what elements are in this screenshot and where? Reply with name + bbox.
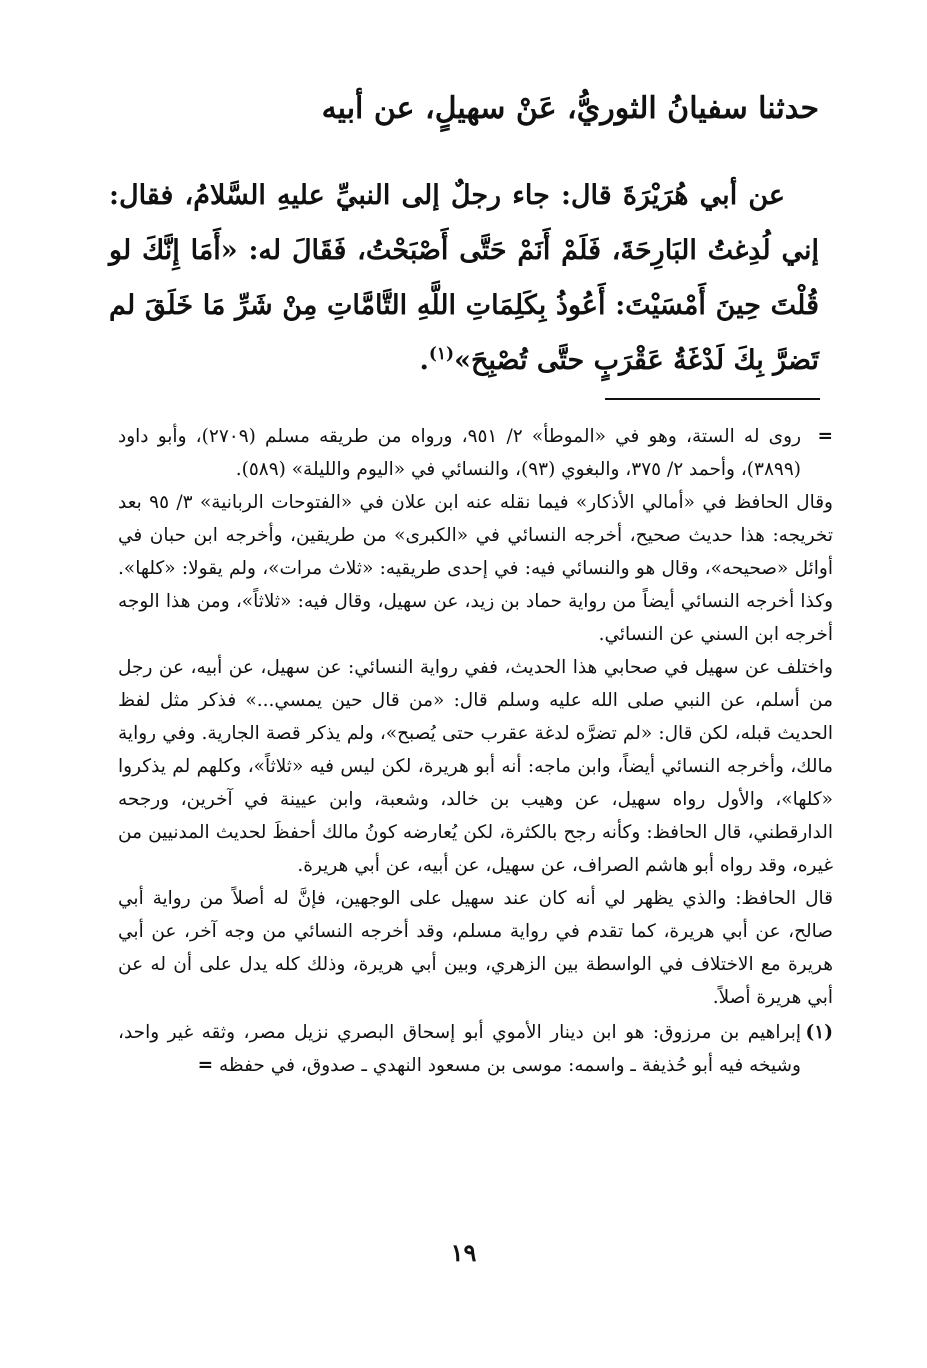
footnote-1-label: (١) [805, 1022, 833, 1043]
page-number: ١٩ [450, 1238, 477, 1267]
footnote-1-text [118, 1016, 801, 1082]
footnote-paragraph: قال الحافظ: والذي يظهر لي أنه كان عند سهيل على الوجهين، فإنَّ له أصلاً من رواية أبي صالح، عن أبي هريرة، كما تقدم في رواية مسلم، وقد أخرجه النسائي من وجه آخر، عن أبي هريرة مع الاختلاف في الواسطة بين الزهري، وبين أبي هريرة، وذلك كله يدل على أن له عن أبي هريرة أصلاً. [118, 888, 833, 1008]
footnotes [118, 420, 833, 1082]
footnote-1 [118, 1016, 833, 1082]
footnote-paragraph: وقال الحافظ في «أمالي الأذكار» فيما نقله عنه ابن علان في «الفتوحات الربانية» ٣/ ٩٥ بعد تخريجه: هذا حديث صحيح، أخرجه النسائي في «الكبرى» من طريقين، وأخرجه ابن حبان في أوائل «صحيحه»، وقال هو والنسائي فيه: في إحدى طريقيه: «ثلاث مرات»، ولم يقولا: «كلها». وكذا أخرجه النسائي أيضاً من رواية حماد بن زيد، عن سهيل، وقال فيه: «ثلاثاً»، ومن هذا الوجه أخرجه ابن السني عن النسائي. [118, 492, 833, 645]
continuation-mark-end: = [197, 1055, 214, 1076]
isnad-heading: حدثنا سفيانُ الثوريُّ، عَنْ سهيلٍ، عن أبيه [321, 91, 819, 126]
footnote-separator [605, 398, 820, 400]
footnote-1-body: إبراهيم بن مرزوق: هو ابن دينار الأموي أبو إسحاق البصري نزيل مصر، وثقه غير واحد، وشيخه فيه أبو حُذيفة ـ واسمه: موسى بن مسعود النهدي ـ صدوق، في حفظه [118, 1022, 801, 1076]
footnote-paragraph: روى له الستة، وهو في «الموطأ» ٢/ ٩٥١، ورواه من طريقه مسلم (٢٧٠٩)، وأبو داود (٣٨٩٩)، وأحمد ٢/ ٣٧٥، والبغوي (٩٣)، والنسائي في «اليوم والليلة» (٥٨٩). [118, 426, 801, 480]
footnote-continued [118, 420, 833, 1014]
hadith-body: عن أبي هُرَيْرَةَ قال: جاء رجلٌ إلى النبيِّ عليهِ السَّلامُ، فقال: إني لُدِغتُ البَارِحَةَ، فَلَمْ أَنَمْ حَتَّى أَصْبَحْتُ، فَقَالَ له: «أَمَا إِنَّكَ لو قُلْتَ حِينَ أَمْسَيْتَ: أَعُوذُ بِكَلِمَاتِ اللَّهِ التَّامَّاتِ مِنْ شَرِّ مَا خَلَقَ لم تَضرَّ بِكَ لَدْغَةُ عَقْرَبٍ حتَّى تُصْبِحَ» [109, 180, 819, 376]
footnote-reference-1: (١) [428, 344, 455, 364]
hadith-end-period: . [419, 345, 429, 376]
footnote-paragraph: واختلف عن سهيل في صحابي هذا الحديث، ففي رواية النسائي: عن سهيل، عن أبيه، عن رجل من أسلم، عن النبي صلى الله عليه وسلم قال: «من قال حين يمسي...» فذكر مثل لفظ الحديث قبله، لكن قال: «لم تضرَّه لدغة عقرب حتى يُصبح»، ولم يذكر قصة الجارية. وفي رواية مالك، وأخرجه النسائي أيضاً، وابن ماجه: أنه أبو هريرة، لكن ليس فيه «ثلاثاً»، وكلهم لم يذكروا «كلها»، والأول رواه سهيل، عن وهيب بن خالد، وشعبة، وابن عيينة في آخرين، ورجحه الدارقطني، قال الحافظ: وكأنه رجح بالكثرة، لكن يُعارضه كونُ مالك أحفظَ لحديث المدنيين من غيره، وقد رواه أبو هاشم الصراف، عن سهيل، عن أبيه، عن أبي هريرة. [118, 657, 833, 876]
hadith-text [109, 168, 819, 388]
continuation-mark-start: = [817, 426, 833, 447]
